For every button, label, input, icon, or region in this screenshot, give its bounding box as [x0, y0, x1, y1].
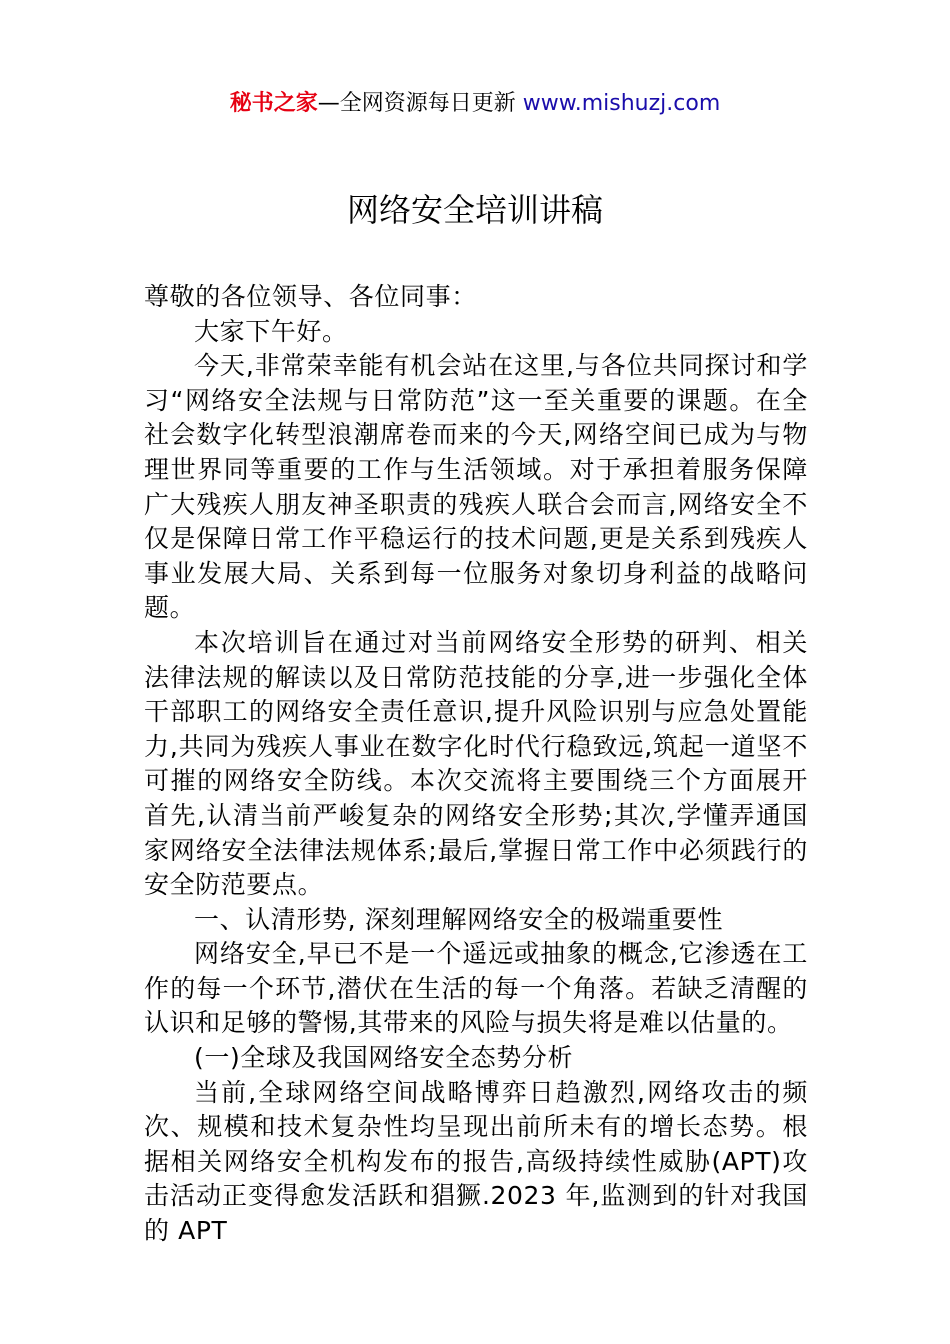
subsection-1-paragraph: 当前,全球网络空间战略博弈日趋激烈,网络攻击的频次、规模和技术复杂性均呈现出前所未有的增长态势。根据相关网络安全机构发布的报告,高级持续性威胁(APT)攻击活动正变得愈发活跃和猖獗.2023 年,监测到的针对我国的 APT [144, 1077, 808, 1246]
header-slogan: 全网资源每日更新 [339, 91, 516, 116]
greeting-paragraph: 大家下午好。 [194, 316, 348, 346]
subsection-heading-1: (一)全球及我国网络安全态势分析 [194, 1043, 574, 1073]
purpose-paragraph: 本次培训旨在通过对当前网络安全形势的研判、相关法律法规的解读以及日常防范技能的分享,进一步强化全体干部职工的网络安全责任意识,提升风险识别与应急处置能力,共同为残疾人事业在数字化时代行稳致远,筑起一道坚不可摧的网络安全防线。本次交流将主要围绕三个方面展开首先,认清当前严峻复杂的网络安全形势;其次,学懂弄通国家网络安全法律法规体系;最后,掌握日常工作中必须践行的安全防范要点。 [144, 627, 808, 900]
section-heading-1: 一、认清形势, 深刻理解网络安全的极端重要性 [194, 904, 724, 934]
site-header [0, 88, 950, 120]
intro-paragraph: 今天,非常荣幸能有机会站在这里,与各位共同探讨和学习“网络安全法规与日常防范”这一至关重要的课题。在全社会数字化转型浪潮席卷而来的今天,网络空间已成为与物理世界同等重要的工作与生活领域。对于承担着服务保障广大残疾人朋友神圣职责的残疾人联合会而言,网络安全不仅是保障日常工作平稳运行的技术问题,更是关系到残疾人事业发展大局、关系到每一位服务对象切身利益的战略问题。 [144, 351, 808, 623]
document-body [144, 280, 808, 1249]
salutation: 尊敬的各位领导、各位同事： [144, 282, 477, 311]
brand-name: 秘书之家 [229, 91, 318, 116]
document-title: 网络安全培训讲稿 [346, 191, 603, 229]
section-1-paragraph: 网络安全,早已不是一个遥远或抽象的概念,它渗透在工作的每一个环节,潜伏在生活的每一个角落。若缺乏清醒的认识和足够的警惕,其带来的风险与损失将是难以估量的。 [144, 939, 808, 1038]
header-separator: — [317, 91, 340, 116]
site-url-link[interactable]: www.mishuzj.com [522, 91, 721, 116]
